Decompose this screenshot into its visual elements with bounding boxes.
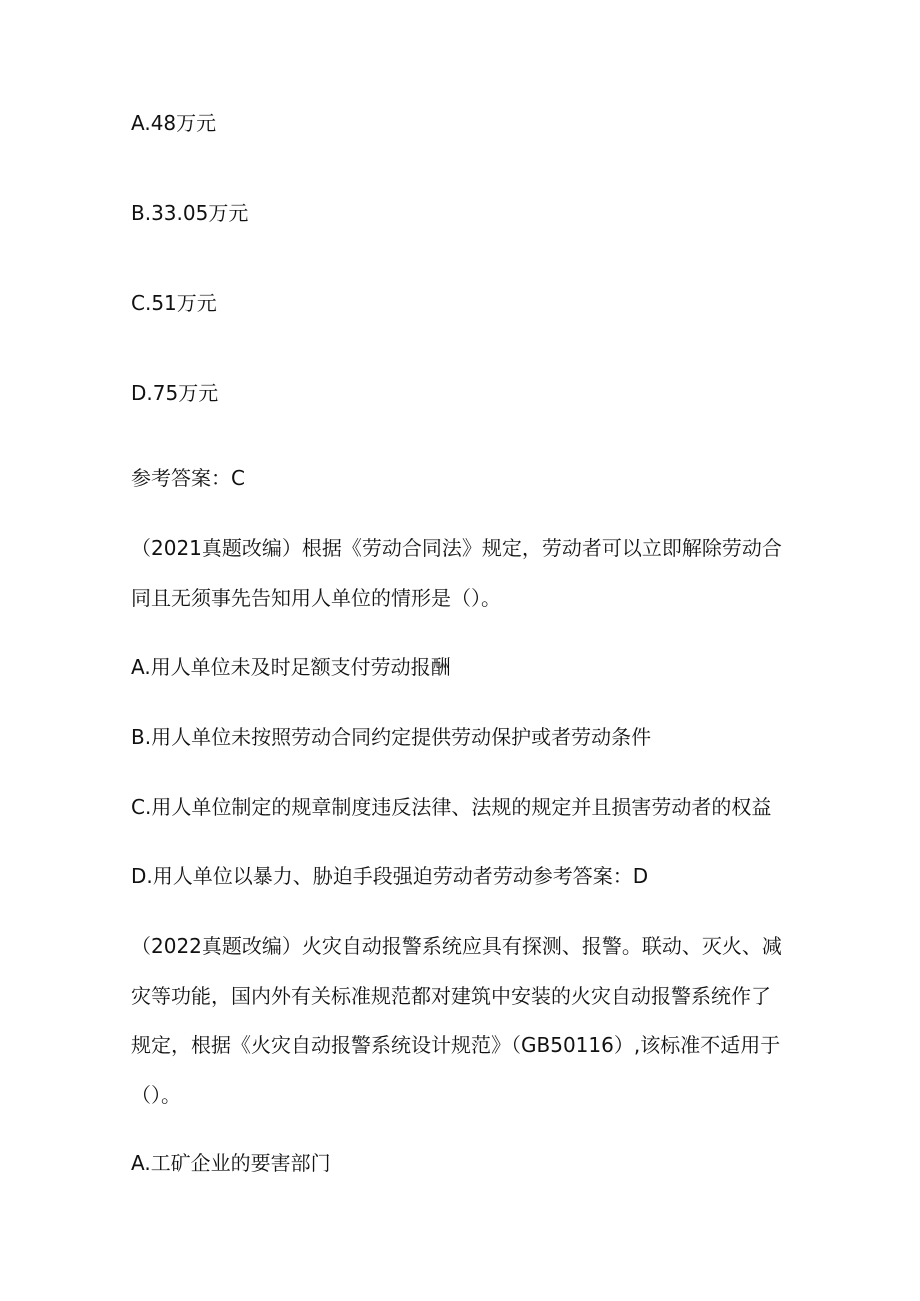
question-3-line-1: （2022真题改编）火灾自动报警系统应具有探测、报警。联动、灭火、减: [131, 934, 782, 958]
question-2-line-1: （2021真题改编）根据《劳动合同法》规定，劳动者可以立即解除劳动合: [131, 536, 782, 560]
option-d-q1: D.75万元: [131, 381, 219, 405]
option-a-q2: A.用人单位未及时足额支付劳动报酬: [131, 655, 451, 679]
question-3-line-2: 灾等功能，国内外有关标准规范都对建筑中安装的火灾自动报警系统作了: [131, 984, 771, 1008]
option-a-q3: A.工矿企业的要害部门: [131, 1151, 331, 1175]
option-b-q1: B.33.05万元: [131, 201, 249, 225]
question-3-line-3: 规定，根据《火灾自动报警系统设计规范》（GB50116）,该标准不适用于: [131, 1033, 781, 1057]
option-d-q2-with-answer: D.用人单位以暴力、胁迫手段强迫劳动者劳动参考答案：D: [131, 864, 649, 888]
option-a-q1: A.48万元: [131, 111, 217, 135]
option-c-q1: C.51万元: [131, 291, 217, 315]
option-b-q2: B.用人单位未按照劳动合同约定提供劳动保护或者劳动条件: [131, 725, 652, 749]
option-c-q2: C.用人单位制定的规章制度违反法律、法规的规定并且损害劳动者的权益: [131, 795, 772, 819]
answer-q1: 参考答案：C: [131, 466, 245, 490]
question-2-line-2: 同且无须事先告知用人单位的情形是（）。: [131, 586, 501, 610]
question-3-line-4: （）。: [131, 1083, 181, 1107]
